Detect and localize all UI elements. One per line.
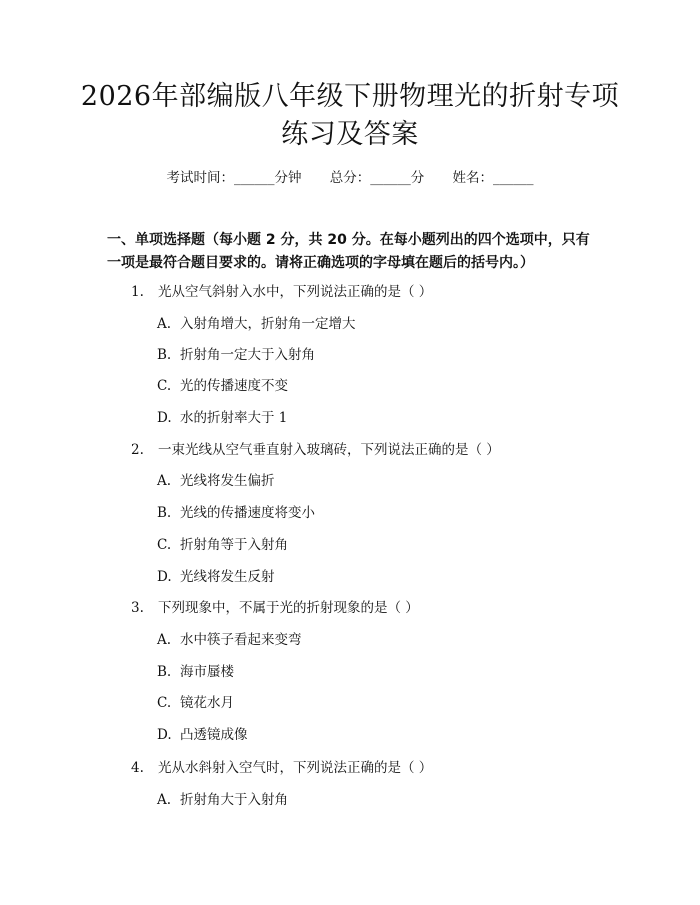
question-number: 3. [131, 600, 144, 616]
question-number: 1. [131, 284, 144, 300]
question-2 [131, 441, 500, 459]
option-letter: A. [157, 316, 172, 332]
question-3-option-b [157, 663, 234, 681]
student-name-field: 姓名：______ [452, 170, 534, 186]
option-text: 折射角大于入射角 [180, 792, 288, 808]
question-3-option-c [157, 694, 234, 712]
option-letter: B. [157, 505, 172, 521]
question-text: 下列现象中，不属于光的折射现象的是（ ） [158, 600, 419, 616]
question-3 [131, 599, 419, 617]
option-text: 折射角一定大于入射角 [180, 347, 315, 363]
question-1 [131, 283, 432, 301]
title-line-1: 2026年部编版八年级下册物理光的折射专项 [80, 81, 620, 112]
option-letter: B. [157, 347, 172, 363]
option-letter: A. [157, 792, 172, 808]
question-number: 4. [131, 760, 144, 776]
option-letter: D. [157, 727, 172, 743]
option-text: 水中筷子看起来变弯 [180, 632, 302, 648]
option-letter: D. [157, 410, 172, 426]
option-letter: C. [157, 695, 172, 711]
question-2-option-d [157, 568, 275, 586]
option-text: 光线将发生偏折 [180, 473, 275, 489]
question-1-option-b [157, 346, 315, 364]
exam-meta [0, 166, 700, 186]
option-letter: A. [157, 632, 172, 648]
question-2-option-b [157, 504, 315, 522]
section-heading: 一、单项选择题（每小题 2 分，共 20 分。在每小题列出的四个选项中，只有一项是最符合题目要求的。请将正确选项的字母填在题后的括号内。） [107, 232, 590, 271]
question-number: 2. [131, 442, 144, 458]
question-4-option-a [157, 791, 288, 809]
question-3-option-d [157, 726, 248, 744]
question-text: 光从空气斜射入水中，下列说法正确的是（ ） [158, 284, 433, 300]
option-text: 入射角增大，折射角一定增大 [180, 316, 356, 332]
option-text: 海市蜃楼 [180, 664, 234, 680]
option-letter: A. [157, 473, 172, 489]
exam-time-field: 考试时间：______分钟 [166, 170, 302, 186]
option-text: 折射角等于入射角 [180, 537, 288, 553]
option-text: 水的折射率大于 1 [180, 410, 288, 426]
question-2-option-c [157, 536, 288, 554]
question-2-option-a [157, 472, 275, 490]
question-1-option-d [157, 409, 287, 427]
option-text: 光线将发生反射 [180, 569, 275, 585]
question-text: 光从水斜射入空气时，下列说法正确的是（ ） [158, 760, 433, 776]
option-text: 光线的传播速度将变小 [180, 505, 315, 521]
question-text: 一束光线从空气垂直射入玻璃砖，下列说法正确的是（ ） [158, 442, 500, 458]
title-line-2: 练习及答案 [281, 119, 419, 150]
question-1-option-a [157, 315, 356, 333]
question-1-option-c [157, 377, 288, 395]
option-letter: C. [157, 537, 172, 553]
option-text: 光的传播速度不变 [180, 378, 288, 394]
total-score-field: 总分：______分 [329, 170, 425, 186]
option-text: 镜花水月 [180, 695, 234, 711]
page-title [60, 78, 640, 154]
option-letter: D. [157, 569, 172, 585]
option-text: 凸透镜成像 [180, 727, 248, 743]
option-letter: B. [157, 664, 172, 680]
option-letter: C. [157, 378, 172, 394]
question-3-option-a [157, 631, 302, 649]
question-4 [131, 759, 432, 777]
